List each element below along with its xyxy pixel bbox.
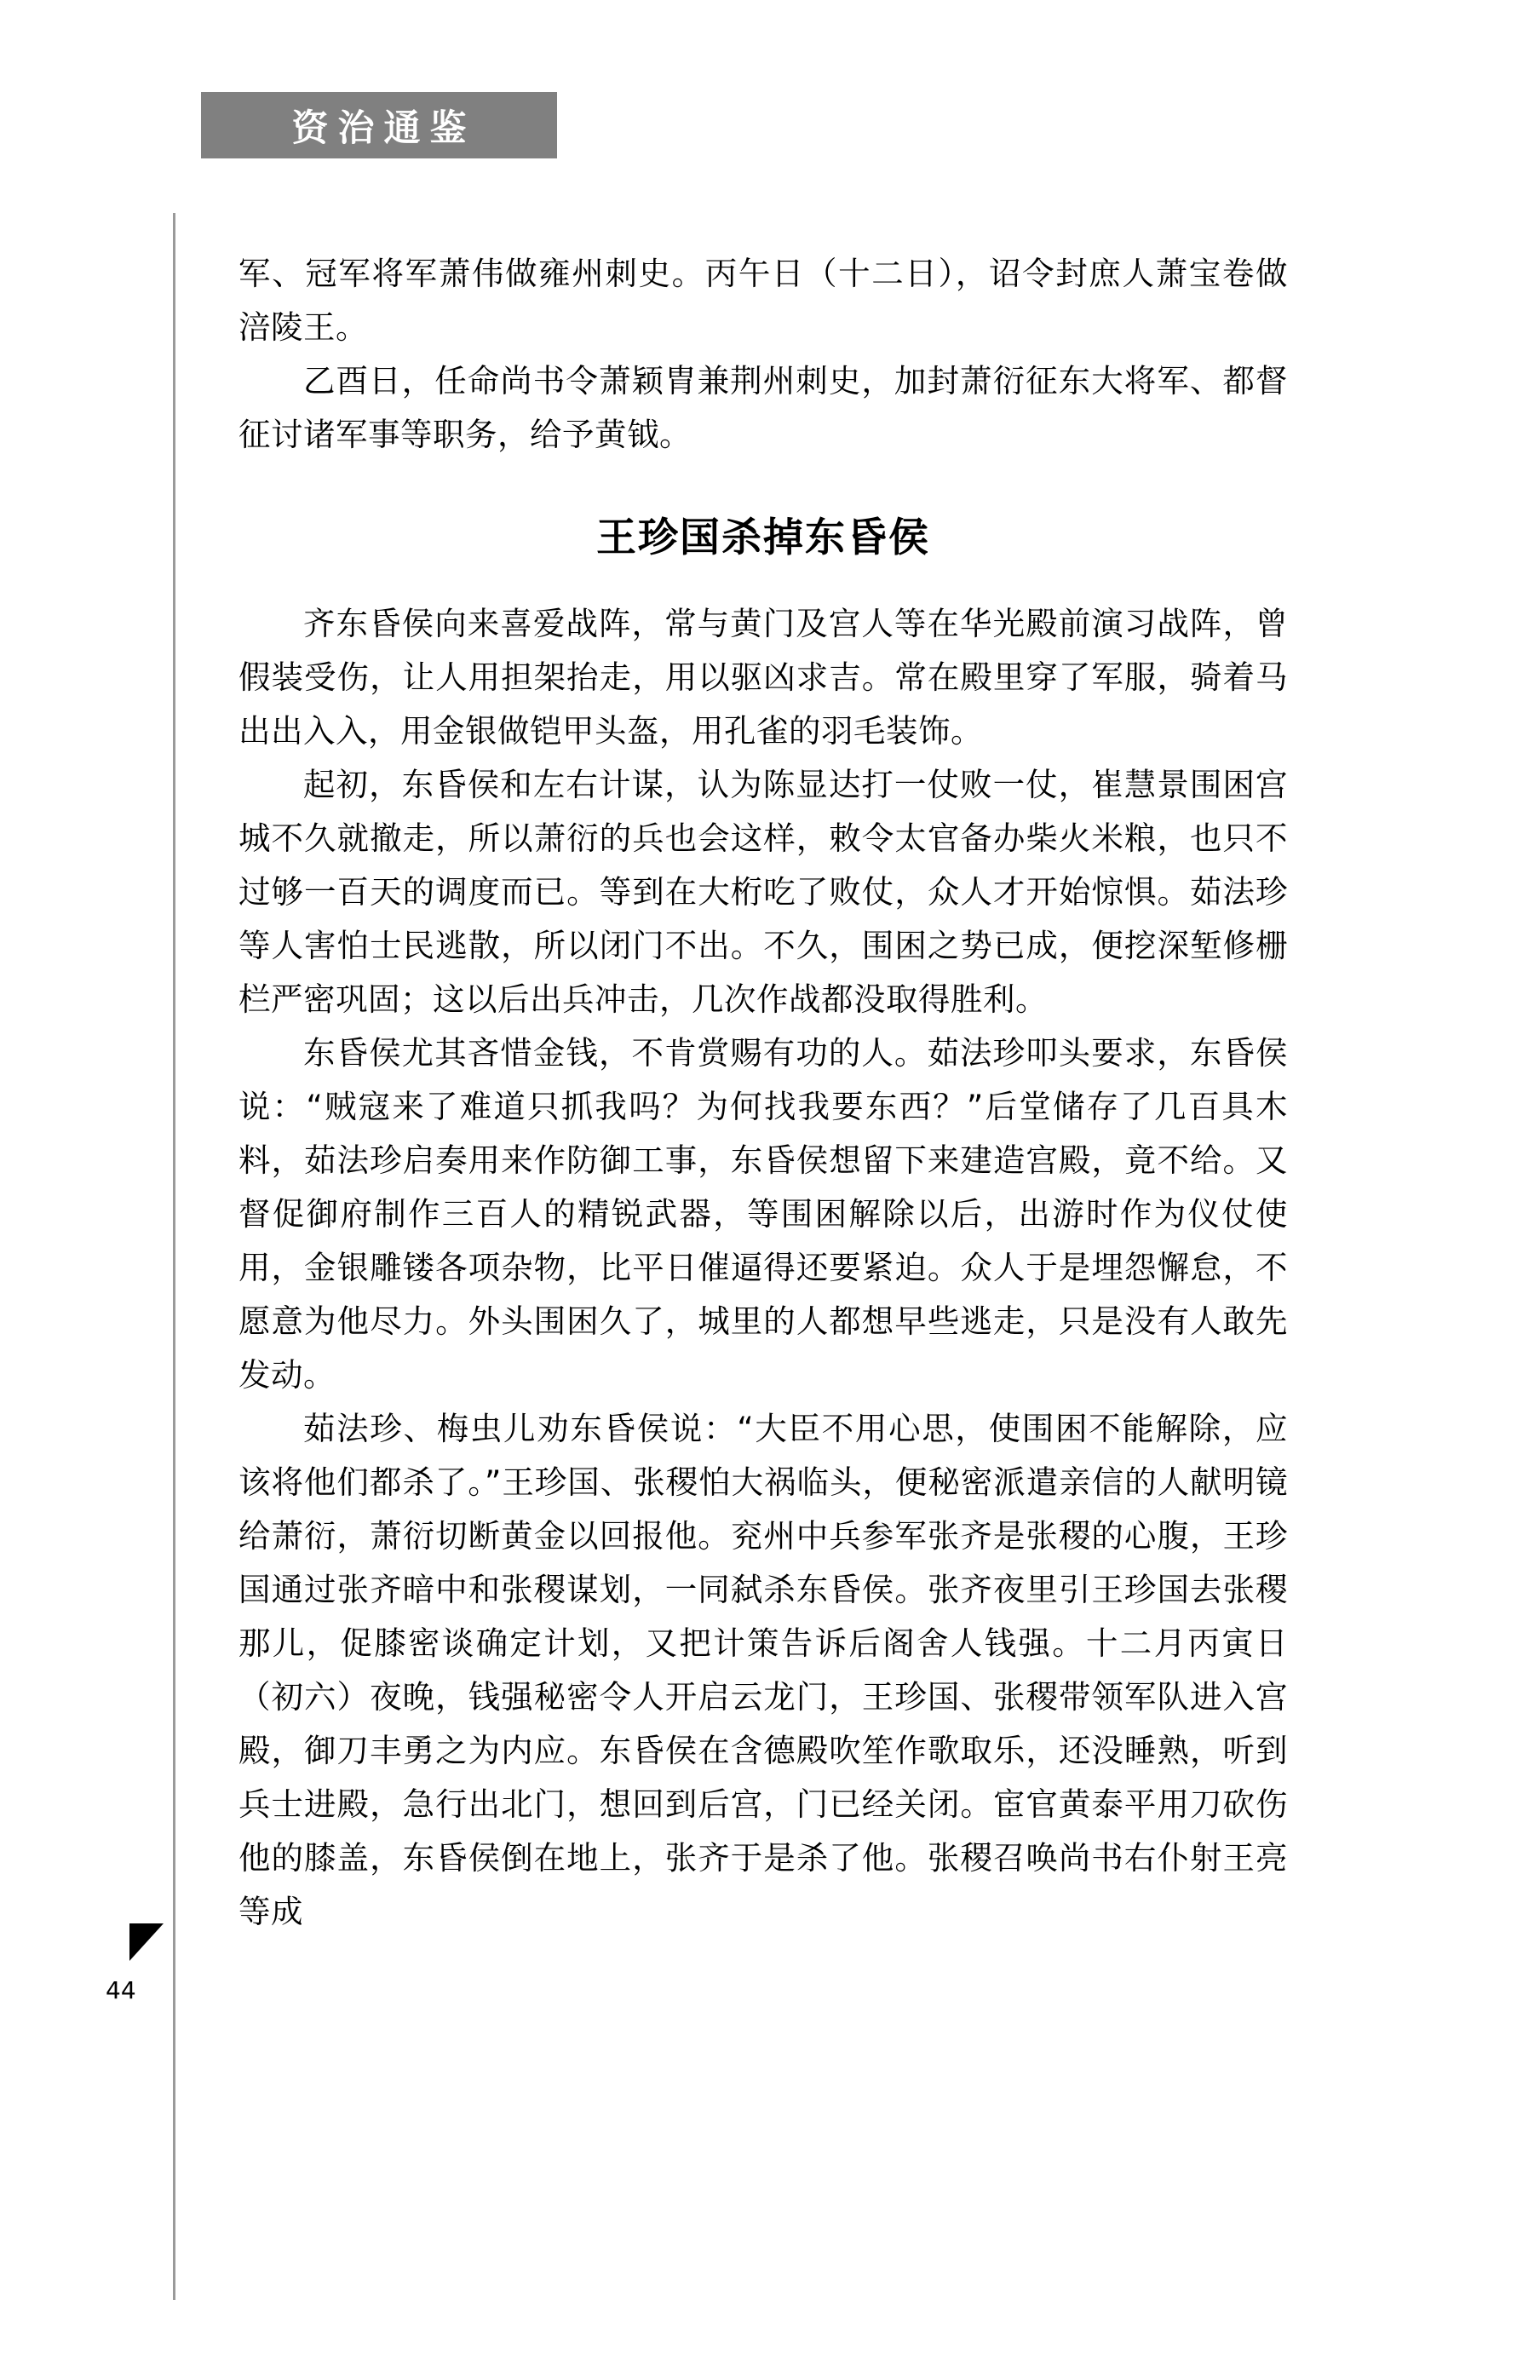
paragraph-4: 起初，东昏侯和左右计谋，认为陈显达打一仗败一仗，崔慧景围困宫城不久就撤走，所以萧衍的兵也会这样，敕令太官备办柴火米粮，也只不过够一百天的调度而已。等到在大桁吃了败仗，众人才开始惊惧。茹法珍等人害怕士民逃散，所以闭门不出。不久，围困之势已成，便挖深堑修栅栏严密巩固；这以后出兵冲击，几次作战都没取得胜利。: [238, 766, 1288, 1018]
paragraph-1: 军、冠军将军萧伟做雍州刺史。丙午日（十二日），诏令封庶人萧宝卷做涪陵王。: [238, 255, 1288, 346]
left-margin-rule: [173, 213, 175, 2300]
page-content: [238, 247, 1288, 1939]
book-title-banner: [201, 92, 557, 158]
paragraph-2: 乙酉日，任命尚书令萧颖胄兼荆州刺史，加封萧衍征东大将军、都督征讨诸军事等职务，给予黄钺。: [238, 362, 1288, 453]
paragraph-5: 东昏侯尤其吝惜金钱，不肯赏赐有功的人。茹法珍叩头要求，东昏侯说：“贼寇来了难道只抓我吗？为何找我要东西？”后堂储存了几百具木料，茹法珍启奏用来作防御工事，东昏侯想留下来建造宫殿，竟不给。又督促御府制作三百人的精锐武器，等围困解除以后，出游时作为仪仗使用，金银雕镂各项杂物，比平日催逼得还要紧迫。众人于是埋怨懈怠，不愿意为他尽力。外头围困久了，城里的人都想早些逃走，只是没有人敢先发动。: [238, 1034, 1288, 1394]
section-heading: 王珍国杀掉东昏侯: [596, 515, 930, 561]
paragraph-6: 茹法珍、梅虫儿劝东昏侯说：“大臣不用心思，使围困不能解除，应该将他们都杀了。”王珍国、张稷怕大祸临头，便秘密派遣亲信的人献明镜给萧衍，萧衍切断黄金以回报他。兖州中兵参军张齐是张稷的心腹，王珍国通过张齐暗中和张稷谋划，一同弑杀东昏侯。张齐夜里引王珍国去张稷那儿，促膝密谈确定计划，又把计策告诉后阁舍人钱强。十二月丙寅日（初六）夜晚，钱强秘密令人开启云龙门，王珍国、张稷带领军队进入宫殿，御刀丰勇之为内应。东昏侯在含德殿吹笙作歌取乐，还没睡熟，听到兵士进殿，急行出北门，想回到后宫，门已经关闭。宦官黄泰平用刀砍伤他的膝盖，东昏侯倒在地上，张齐于是杀了他。张稷召唤尚书右仆射王亮等成: [238, 1410, 1288, 1930]
page-number: 44: [106, 1976, 136, 2004]
corner-triangle-mark: [129, 1923, 164, 1961]
paragraph-3: 齐东昏侯向来喜爱战阵，常与黄门及宫人等在华光殿前演习战阵，曾假装受伤，让人用担架抬走，用以驱凶求吉。常在殿里穿了军服，骑着马出出入入，用金银做铠甲头盔，用孔雀的羽毛装饰。: [238, 605, 1288, 750]
book-title-text: 资治通鉴: [291, 106, 476, 150]
